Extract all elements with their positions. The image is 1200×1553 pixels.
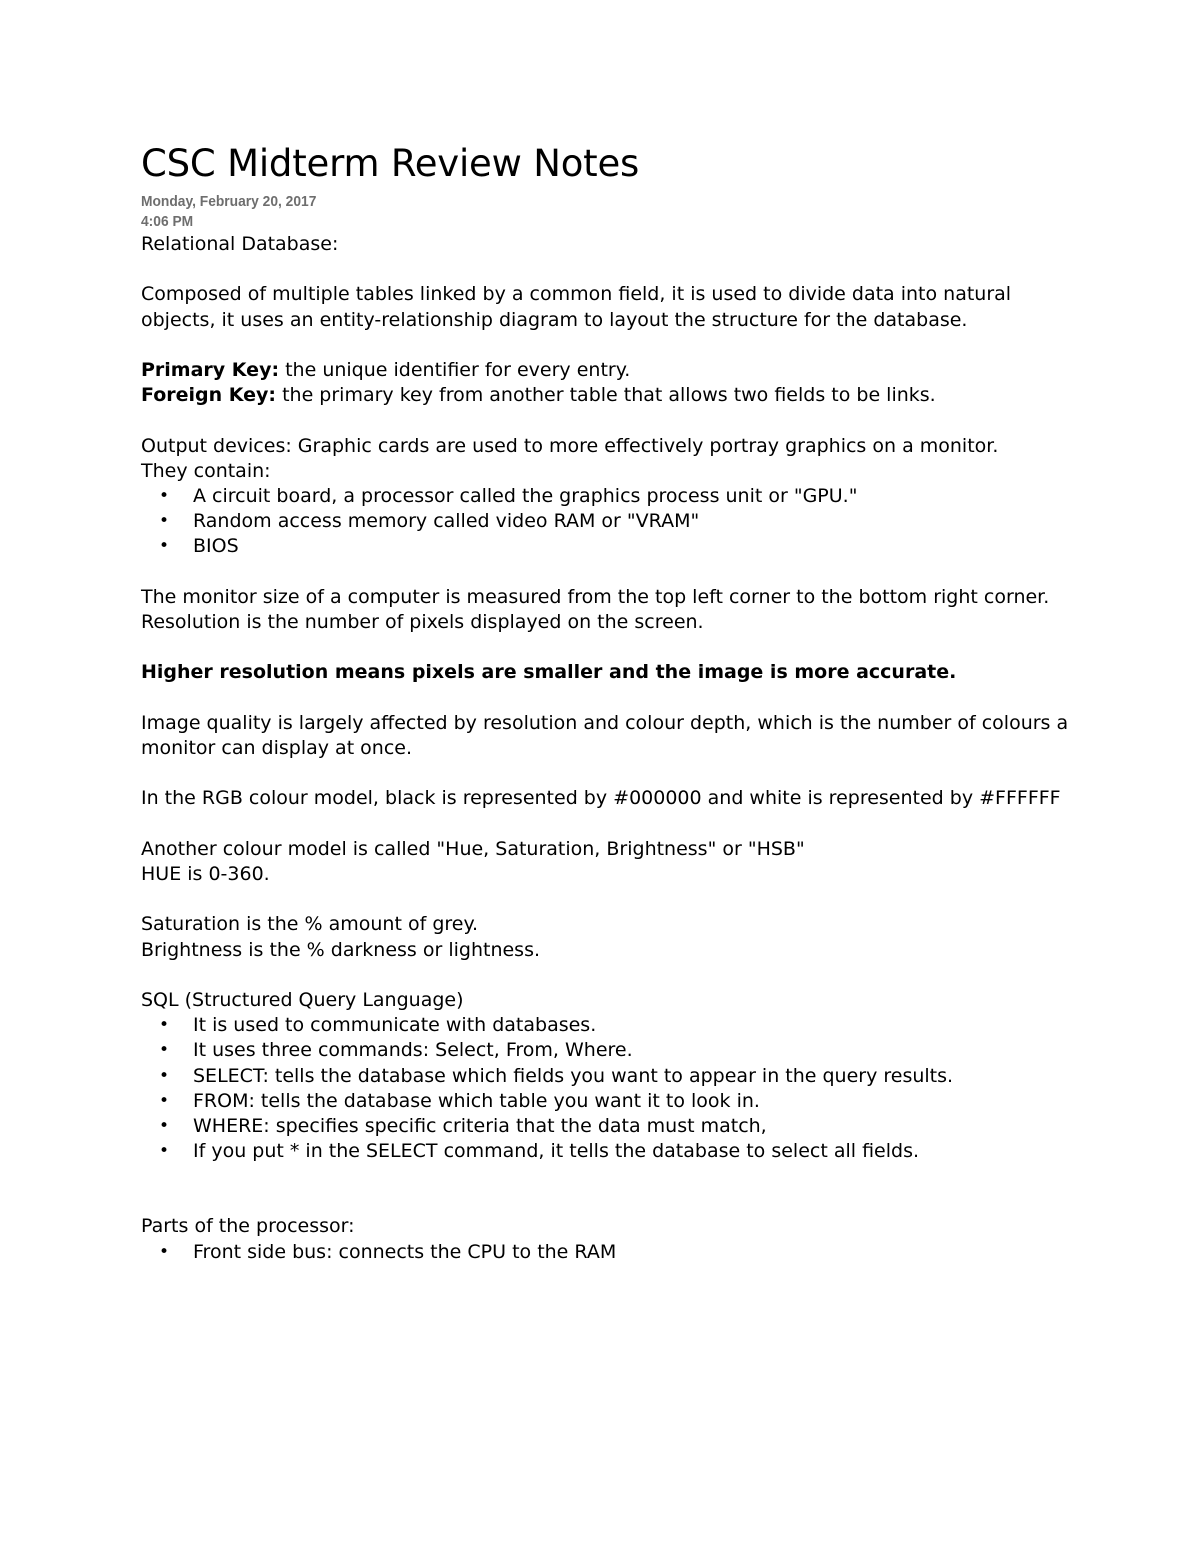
graphics-card-list <box>141 484 1071 560</box>
foreign-key-label: Foreign Key: <box>141 384 277 407</box>
spacer <box>141 257 1071 282</box>
note-page <box>141 140 1071 1265</box>
foreign-key-text: the primary key from another table that allows two fields to be links. <box>276 384 936 407</box>
list-item-text: FROM: tells the database which table you want it to look in. <box>193 1089 760 1112</box>
list-item-text: Front side bus: connects the CPU to the RAM <box>193 1240 617 1263</box>
bullet-icon: • <box>159 1241 170 1262</box>
hsb-model-text: Another colour model is called "Hue, Saturation, Brightness" or "HSB" <box>141 837 805 860</box>
image-quality-text: Image quality is largely affected by resolution and colour depth, which is the number of colours a monitor can display at once. <box>141 711 1069 759</box>
list-item-text: WHERE: specifies specific criteria that the data must match, <box>193 1114 767 1137</box>
output-devices-text: Output devices: Graphic cards are used to more effectively portray graphics on a monitor. <box>141 434 999 457</box>
bullet-icon: • <box>159 511 170 532</box>
list-item-text: It is used to communicate with databases. <box>193 1014 597 1037</box>
sql-heading: SQL (Structured Query Language) <box>141 988 464 1011</box>
foreign-key-line <box>141 383 1071 408</box>
primary-key-label: Primary Key: <box>141 358 280 381</box>
list-item-text: It uses three commands: Select, From, Where. <box>193 1039 633 1062</box>
relational-heading: Relational Database: <box>141 233 339 255</box>
bullet-icon: • <box>159 1141 170 1162</box>
note-time: 4:06 PM <box>141 213 194 230</box>
primary-key-text: the unique identifier for every entry. <box>279 358 631 381</box>
list-item <box>141 1064 1071 1089</box>
spacer <box>141 560 1071 585</box>
hue-range-text: HUE is 0-360. <box>141 862 270 885</box>
spacer <box>141 333 1071 358</box>
spacer <box>141 686 1071 711</box>
primary-key-line <box>141 358 1071 383</box>
list-item-text: SELECT: tells the database which fields you want to appear in the query results. <box>193 1064 954 1087</box>
saturation-text: Saturation is the % amount of grey. <box>141 913 479 936</box>
list-item-text: If you put * in the SELECT command, it tells the database to select all fields. <box>193 1140 920 1163</box>
spacer <box>141 963 1071 988</box>
list-item <box>141 509 1071 534</box>
sql-list <box>141 1013 1071 1164</box>
list-item-text: A circuit board, a processor called the graphics process unit or "GPU." <box>193 484 858 507</box>
list-item <box>141 1139 1071 1164</box>
list-item <box>141 1013 1071 1038</box>
processor-list <box>141 1240 1071 1265</box>
processor-heading: Parts of the processor: <box>141 1215 355 1238</box>
list-item <box>141 1240 1071 1265</box>
rgb-model-text: In the RGB colour model, black is represented by #000000 and white is represented by #FFFFFF <box>141 787 1061 810</box>
bullet-icon: • <box>159 1015 170 1036</box>
bullet-icon: • <box>159 536 170 557</box>
brightness-text: Brightness is the % darkness or lightness. <box>141 938 541 961</box>
spacer <box>141 1164 1071 1214</box>
bullet-icon: • <box>159 1115 170 1136</box>
note-title: CSC Midterm Review Notes <box>141 142 640 185</box>
list-item-text: BIOS <box>193 535 239 558</box>
list-item-text: Random access memory called video RAM or "VRAM" <box>193 510 700 533</box>
list-item <box>141 1089 1071 1114</box>
bullet-icon: • <box>159 1090 170 1111</box>
bullet-icon: • <box>159 1065 170 1086</box>
relational-body: Composed of multiple tables linked by a common field, it is used to divide data into natural objects, it uses an entity-relationship diagram to layout the structure for the database. <box>141 283 1012 331</box>
spacer <box>141 761 1071 786</box>
they-contain-text: They contain: <box>141 459 271 482</box>
list-item <box>141 1114 1071 1139</box>
spacer <box>141 408 1071 433</box>
list-item <box>141 1038 1071 1063</box>
note-date: Monday, February 20, 2017 <box>141 193 317 210</box>
list-item <box>141 484 1071 509</box>
spacer <box>141 812 1071 837</box>
bullet-icon: • <box>159 485 170 506</box>
higher-resolution-text: Higher resolution means pixels are smaller and the image is more accurate. <box>141 661 957 684</box>
monitor-size-text: The monitor size of a computer is measured from the top left corner to the bottom right corner. Resolution is the number of pixels displayed on the screen. <box>141 585 1050 633</box>
spacer <box>141 887 1071 912</box>
spacer <box>141 635 1071 660</box>
list-item <box>141 534 1071 559</box>
bullet-icon: • <box>159 1040 170 1061</box>
